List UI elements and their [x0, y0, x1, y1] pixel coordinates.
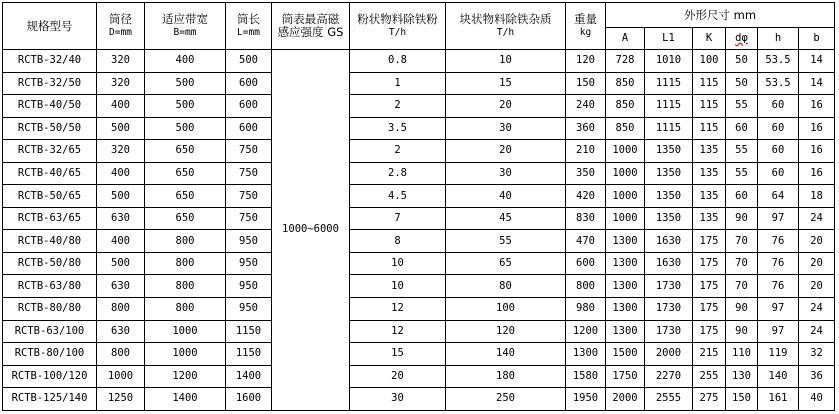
cell-dim-a: 1500	[606, 343, 645, 366]
cell-dim-dphi: 55	[726, 162, 758, 185]
cell-length: 950	[226, 252, 272, 275]
cell-diameter: 400	[97, 95, 145, 118]
header-model: 规格型号	[3, 3, 97, 50]
cell-weight: 360	[566, 117, 606, 140]
cell-lump-iron: 120	[446, 320, 566, 343]
cell-dim-h: 53.5	[758, 50, 799, 73]
cell-dim-h: 97	[758, 320, 799, 343]
cell-powder-iron: 2	[350, 140, 446, 163]
cell-dim-dphi: 50	[726, 50, 758, 73]
cell-dim-h: 97	[758, 298, 799, 321]
cell-weight: 420	[566, 185, 606, 208]
cell-dim-l1: 2000	[645, 343, 693, 366]
cell-dim-h: 97	[758, 207, 799, 230]
header-dim-dphi-label: dφ	[735, 32, 748, 44]
cell-model: RCTB-125/140	[3, 388, 97, 411]
cell-weight: 210	[566, 140, 606, 163]
cell-length: 750	[226, 162, 272, 185]
table-row	[3, 365, 835, 388]
cell-dim-l1: 1730	[645, 298, 693, 321]
cell-dim-a: 1000	[606, 185, 645, 208]
cell-lump-iron: 20	[446, 140, 566, 163]
header-dimensions: 外形尺寸 mm	[606, 3, 835, 28]
cell-lump-iron: 80	[446, 275, 566, 298]
cell-weight: 240	[566, 95, 606, 118]
cell-dim-k: 275	[693, 388, 726, 411]
cell-powder-iron: 12	[350, 298, 446, 321]
cell-length: 600	[226, 117, 272, 140]
cell-weight: 1300	[566, 343, 606, 366]
cell-length: 500	[226, 50, 272, 73]
cell-powder-iron: 10	[350, 275, 446, 298]
cell-dim-b: 16	[799, 117, 835, 140]
cell-dim-b: 16	[799, 140, 835, 163]
cell-powder-iron: 4.5	[350, 185, 446, 208]
cell-belt-width: 1200	[145, 365, 226, 388]
header-weight-title: 重量	[574, 12, 597, 26]
cell-lump-iron: 20	[446, 95, 566, 118]
cell-belt-width: 1000	[145, 320, 226, 343]
table-row	[3, 72, 835, 95]
cell-lump-iron: 30	[446, 162, 566, 185]
cell-dim-b: 16	[799, 162, 835, 185]
cell-dim-l1: 1730	[645, 320, 693, 343]
cell-dim-k: 135	[693, 140, 726, 163]
cell-model: RCTB-63/65	[3, 207, 97, 230]
header-powder-iron	[350, 3, 446, 50]
table-row	[3, 185, 835, 208]
cell-length: 750	[226, 185, 272, 208]
cell-dim-h: 60	[758, 140, 799, 163]
cell-weight: 800	[566, 275, 606, 298]
header-weight	[566, 3, 606, 50]
cell-belt-width: 400	[145, 50, 226, 73]
cell-belt-width: 500	[145, 95, 226, 118]
cell-belt-width: 650	[145, 162, 226, 185]
cell-dim-h: 140	[758, 365, 799, 388]
header-length	[226, 3, 272, 50]
cell-lump-iron: 65	[446, 252, 566, 275]
cell-dim-dphi: 110	[726, 343, 758, 366]
cell-dim-b: 24	[799, 207, 835, 230]
cell-lump-iron: 30	[446, 117, 566, 140]
cell-lump-iron: 180	[446, 365, 566, 388]
cell-dim-dphi: 70	[726, 275, 758, 298]
cell-belt-width: 1400	[145, 388, 226, 411]
table-row	[3, 207, 835, 230]
header-field-line2: 感应强度 GS	[277, 25, 344, 39]
cell-length: 950	[226, 230, 272, 253]
cell-length: 600	[226, 95, 272, 118]
table-row	[3, 140, 835, 163]
cell-diameter: 320	[97, 72, 145, 95]
header-field-strength	[272, 3, 350, 50]
cell-dim-b: 32	[799, 343, 835, 366]
cell-dim-a: 1750	[606, 365, 645, 388]
cell-model: RCTB-63/100	[3, 320, 97, 343]
cell-model: RCTB-50/65	[3, 185, 97, 208]
cell-dim-dphi: 50	[726, 72, 758, 95]
cell-diameter: 1250	[97, 388, 145, 411]
cell-belt-width: 650	[145, 185, 226, 208]
header-powder-unit: T/h	[388, 27, 407, 38]
header-diameter	[97, 3, 145, 50]
cell-powder-iron: 1	[350, 72, 446, 95]
cell-length: 950	[226, 298, 272, 321]
cell-field-strength: 1000~6000	[272, 50, 350, 411]
cell-dim-a: 1300	[606, 230, 645, 253]
cell-length: 1150	[226, 343, 272, 366]
header-length-unit: L=mm	[237, 27, 260, 38]
cell-powder-iron: 20	[350, 365, 446, 388]
cell-dim-a: 1000	[606, 162, 645, 185]
header-field-line1: 筒表最高磁	[281, 12, 340, 26]
cell-dim-k: 175	[693, 275, 726, 298]
cell-dim-k: 175	[693, 298, 726, 321]
cell-dim-a: 1300	[606, 252, 645, 275]
table-row	[3, 95, 835, 118]
cell-length: 1600	[226, 388, 272, 411]
cell-dim-h: 60	[758, 95, 799, 118]
header-lump-unit: T/h	[496, 27, 515, 38]
cell-dim-k: 175	[693, 320, 726, 343]
cell-dim-dphi: 130	[726, 365, 758, 388]
cell-diameter: 1000	[97, 365, 145, 388]
cell-dim-l1: 1350	[645, 207, 693, 230]
cell-dim-l1: 1350	[645, 162, 693, 185]
cell-belt-width: 800	[145, 275, 226, 298]
cell-dim-l1: 1350	[645, 140, 693, 163]
cell-dim-h: 53.5	[758, 72, 799, 95]
header-length-title: 筒长	[237, 12, 260, 26]
cell-dim-k: 175	[693, 252, 726, 275]
cell-dim-b: 18	[799, 185, 835, 208]
cell-dim-dphi: 90	[726, 320, 758, 343]
cell-diameter: 500	[97, 117, 145, 140]
cell-dim-h: 60	[758, 162, 799, 185]
cell-dim-l1: 1350	[645, 185, 693, 208]
cell-dim-k: 135	[693, 162, 726, 185]
cell-diameter: 400	[97, 162, 145, 185]
cell-belt-width: 800	[145, 230, 226, 253]
cell-lump-iron: 55	[446, 230, 566, 253]
cell-weight: 120	[566, 50, 606, 73]
header-belt-unit: B=mm	[173, 27, 197, 38]
header-dim-l1: L1	[645, 28, 693, 50]
table-row	[3, 252, 835, 275]
header-dim-dphi	[726, 28, 758, 50]
cell-powder-iron: 2	[350, 95, 446, 118]
cell-dim-b: 36	[799, 365, 835, 388]
cell-powder-iron: 3.5	[350, 117, 446, 140]
cell-diameter: 400	[97, 230, 145, 253]
cell-dim-h: 76	[758, 275, 799, 298]
cell-diameter: 630	[97, 275, 145, 298]
cell-model: RCTB-50/80	[3, 252, 97, 275]
cell-dim-b: 20	[799, 252, 835, 275]
header-belt-width	[145, 3, 226, 50]
cell-dim-dphi: 60	[726, 117, 758, 140]
table-row	[3, 117, 835, 140]
table-row	[3, 230, 835, 253]
cell-dim-dphi: 70	[726, 252, 758, 275]
cell-dim-dphi: 55	[726, 95, 758, 118]
cell-model: RCTB-32/40	[3, 50, 97, 73]
header-diameter-unit: D=mm	[109, 27, 132, 38]
cell-dim-a: 728	[606, 50, 645, 73]
cell-dim-k: 115	[693, 72, 726, 95]
cell-dim-a: 1000	[606, 207, 645, 230]
cell-length: 1400	[226, 365, 272, 388]
cell-diameter: 630	[97, 320, 145, 343]
cell-dim-a: 850	[606, 72, 645, 95]
cell-dim-l1: 1630	[645, 230, 693, 253]
cell-weight: 470	[566, 230, 606, 253]
cell-weight: 1200	[566, 320, 606, 343]
cell-model: RCTB-80/80	[3, 298, 97, 321]
table-row	[3, 320, 835, 343]
cell-model: RCTB-40/65	[3, 162, 97, 185]
spec-table	[2, 2, 835, 411]
cell-weight: 1950	[566, 388, 606, 411]
cell-dim-h: 76	[758, 230, 799, 253]
cell-dim-k: 175	[693, 230, 726, 253]
cell-lump-iron: 250	[446, 388, 566, 411]
cell-model: RCTB-40/80	[3, 230, 97, 253]
cell-dim-a: 1300	[606, 275, 645, 298]
cell-diameter: 800	[97, 298, 145, 321]
cell-model: RCTB-63/80	[3, 275, 97, 298]
cell-dim-h: 64	[758, 185, 799, 208]
cell-dim-dphi: 55	[726, 140, 758, 163]
cell-diameter: 500	[97, 252, 145, 275]
cell-model: RCTB-80/100	[3, 343, 97, 366]
header-diameter-title: 筒径	[109, 12, 132, 26]
cell-dim-h: 76	[758, 252, 799, 275]
cell-dim-l1: 1010	[645, 50, 693, 73]
cell-lump-iron: 45	[446, 207, 566, 230]
table-row	[3, 298, 835, 321]
cell-model: RCTB-32/50	[3, 72, 97, 95]
cell-dim-b: 14	[799, 72, 835, 95]
cell-dim-l1: 1115	[645, 95, 693, 118]
cell-weight: 150	[566, 72, 606, 95]
cell-length: 1150	[226, 320, 272, 343]
cell-length: 750	[226, 207, 272, 230]
cell-weight: 980	[566, 298, 606, 321]
table-row	[3, 275, 835, 298]
cell-diameter: 800	[97, 343, 145, 366]
table-body	[3, 3, 835, 411]
cell-dim-h: 60	[758, 117, 799, 140]
cell-powder-iron: 8	[350, 230, 446, 253]
cell-belt-width: 1000	[145, 343, 226, 366]
cell-dim-a: 850	[606, 117, 645, 140]
cell-model: RCTB-50/50	[3, 117, 97, 140]
cell-weight: 830	[566, 207, 606, 230]
cell-dim-l1: 1630	[645, 252, 693, 275]
cell-lump-iron: 10	[446, 50, 566, 73]
cell-weight: 600	[566, 252, 606, 275]
header-dim-b: b	[799, 28, 835, 50]
cell-belt-width: 500	[145, 117, 226, 140]
cell-powder-iron: 2.8	[350, 162, 446, 185]
cell-belt-width: 650	[145, 207, 226, 230]
cell-dim-b: 20	[799, 230, 835, 253]
cell-model: RCTB-32/65	[3, 140, 97, 163]
header-weight-unit: kg	[579, 27, 592, 38]
cell-dim-k: 115	[693, 95, 726, 118]
header-dim-h: h	[758, 28, 799, 50]
header-dim-k: K	[693, 28, 726, 50]
cell-belt-width: 500	[145, 72, 226, 95]
header-belt-title: 适应带宽	[162, 12, 208, 26]
cell-dim-b: 20	[799, 275, 835, 298]
header-powder-title: 粉状物料除铁粉	[357, 12, 438, 26]
cell-dim-k: 115	[693, 117, 726, 140]
cell-powder-iron: 7	[350, 207, 446, 230]
cell-diameter: 320	[97, 50, 145, 73]
cell-dim-b: 16	[799, 95, 835, 118]
cell-dim-a: 1000	[606, 140, 645, 163]
cell-dim-a: 850	[606, 95, 645, 118]
cell-dim-l1: 1730	[645, 275, 693, 298]
cell-dim-l1: 1115	[645, 117, 693, 140]
cell-dim-k: 100	[693, 50, 726, 73]
cell-dim-dphi: 90	[726, 298, 758, 321]
table-row	[3, 343, 835, 366]
cell-belt-width: 800	[145, 298, 226, 321]
cell-dim-b: 40	[799, 388, 835, 411]
cell-length: 600	[226, 72, 272, 95]
cell-dim-k: 135	[693, 207, 726, 230]
cell-dim-l1: 2270	[645, 365, 693, 388]
cell-dim-h: 161	[758, 388, 799, 411]
cell-lump-iron: 15	[446, 72, 566, 95]
header-dim-a: A	[606, 28, 645, 50]
cell-diameter: 630	[97, 207, 145, 230]
cell-model: RCTB-100/120	[3, 365, 97, 388]
cell-powder-iron: 0.8	[350, 50, 446, 73]
cell-dim-l1: 2555	[645, 388, 693, 411]
cell-diameter: 320	[97, 140, 145, 163]
cell-diameter: 500	[97, 185, 145, 208]
cell-weight: 350	[566, 162, 606, 185]
header-lump-iron	[446, 3, 566, 50]
cell-dim-a: 2000	[606, 388, 645, 411]
cell-dim-dphi: 60	[726, 185, 758, 208]
cell-dim-b: 24	[799, 320, 835, 343]
cell-powder-iron: 30	[350, 388, 446, 411]
table-row	[3, 388, 835, 411]
cell-length: 750	[226, 140, 272, 163]
cell-dim-k: 215	[693, 343, 726, 366]
cell-powder-iron: 12	[350, 320, 446, 343]
table-row	[3, 162, 835, 185]
table-row	[3, 50, 835, 73]
cell-dim-k: 135	[693, 185, 726, 208]
header-lump-title: 块状物料除铁杂质	[459, 12, 552, 26]
cell-belt-width: 650	[145, 140, 226, 163]
cell-length: 950	[226, 275, 272, 298]
cell-dim-k: 255	[693, 365, 726, 388]
header-row	[3, 3, 835, 28]
cell-lump-iron: 40	[446, 185, 566, 208]
cell-lump-iron: 140	[446, 343, 566, 366]
cell-powder-iron: 10	[350, 252, 446, 275]
cell-dim-b: 14	[799, 50, 835, 73]
cell-dim-a: 1300	[606, 320, 645, 343]
cell-lump-iron: 100	[446, 298, 566, 321]
cell-dim-a: 1300	[606, 298, 645, 321]
cell-weight: 1580	[566, 365, 606, 388]
cell-dim-dphi: 70	[726, 230, 758, 253]
cell-powder-iron: 15	[350, 343, 446, 366]
cell-dim-l1: 1115	[645, 72, 693, 95]
cell-model: RCTB-40/50	[3, 95, 97, 118]
cell-dim-dphi: 150	[726, 388, 758, 411]
cell-dim-dphi: 90	[726, 207, 758, 230]
cell-belt-width: 800	[145, 252, 226, 275]
cell-dim-h: 119	[758, 343, 799, 366]
cell-dim-b: 24	[799, 298, 835, 321]
